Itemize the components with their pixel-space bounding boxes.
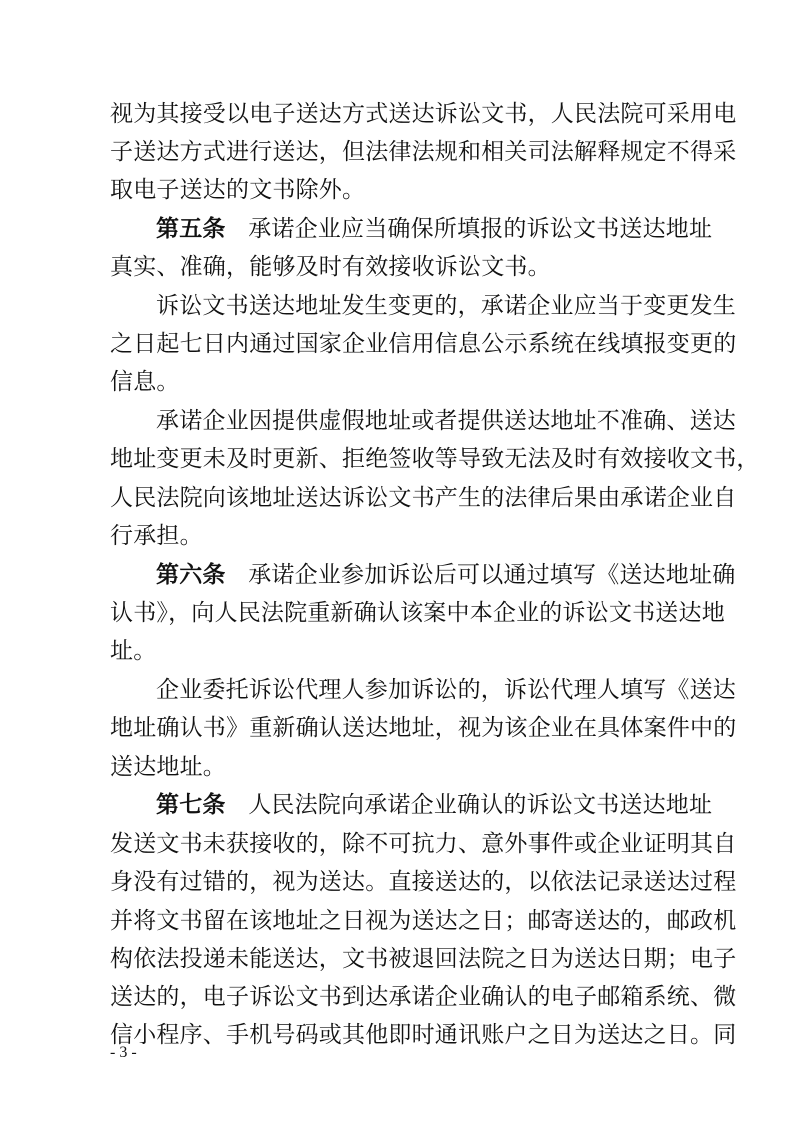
line-text: 信息。 [110, 369, 180, 395]
line-text: 之日起七日内通过国家企业信用信息公示系统在线填报变更的 [110, 331, 737, 357]
line-text: 送达的，电子诉讼文书到达承诺企业确认的电子邮箱系统、微 [110, 984, 737, 1010]
text-line [0, 982, 793, 1012]
text-line [0, 444, 793, 474]
line-text: 真实、准确，能够及时有效接收诉讼文书。 [110, 254, 551, 280]
line-text: 行承担。 [110, 523, 203, 549]
line-text: 发送文书未获接收的，除不可抗力、意外事件或企业证明其自 [110, 831, 737, 857]
line-text: 视为其接受以电子送达方式送达诉讼文书，人民法院可采用电 [110, 101, 737, 127]
text-line [0, 329, 793, 359]
text-line [0, 406, 793, 436]
line-text: 并将文书留在该地址之日视为送达之日；邮寄送达的，邮政机 [110, 908, 737, 934]
text-line [0, 521, 793, 551]
text-line [0, 675, 793, 705]
text-line [0, 252, 793, 282]
line-text: 诉讼文书送达地址发生变更的，承诺企业应当于变更发生 [156, 293, 736, 319]
article-6-heading-line [0, 560, 793, 590]
line-text: 子送达方式进行送达，但法律法规和相关司法解释规定不得采 [110, 139, 737, 165]
line-text: 地址变更未及时更新、拒绝签收等导致无法及时有效接收文书， [110, 446, 760, 472]
line-text: 承诺企业参加诉讼后可以通过填写《送达地址确 [225, 562, 736, 588]
line-text: 身没有过错的，视为送达。直接送达的，以依法记录送达过程 [110, 869, 737, 895]
line-text: 构依法投递未能送达，文书被退回法院之日为送达日期；电子 [110, 946, 737, 972]
text-line [0, 867, 793, 897]
text-line [0, 713, 793, 743]
line-text: 承诺企业因提供虚假地址或者提供送达地址不准确、送达 [156, 408, 736, 434]
text-line [0, 99, 793, 129]
line-text: 人民法院向该地址送达诉讼文书产生的法律后果由承诺企业自 [110, 485, 737, 511]
text-line [0, 175, 793, 205]
page-number: - 3 - [110, 1044, 137, 1061]
text-line [0, 598, 793, 628]
line-text: 人民法院向承诺企业确认的诉讼文书送达地址 [225, 792, 713, 818]
text-line [0, 291, 793, 321]
line-text: 认书》，向人民法院重新确认该案中本企业的诉讼文书送达地 [110, 600, 725, 626]
line-text: 企业委托诉讼代理人参加诉讼的，诉讼代理人填写《送达 [156, 677, 736, 703]
article-7-label: 第七条 [156, 791, 226, 818]
article-5-heading-line [0, 214, 793, 244]
text-line [0, 906, 793, 936]
article-7-heading-line [0, 790, 793, 820]
line-text: 送达地址。 [110, 754, 226, 780]
line-text: 取电子送达的文书除外。 [110, 177, 366, 203]
line-text: 承诺企业应当确保所填报的诉讼文书送达地址 [225, 216, 713, 242]
text-line [0, 137, 793, 167]
article-5-label: 第五条 [156, 215, 226, 242]
line-text: 信小程序、手机号码或其他即时通讯账户之日为送达之日。同 [110, 1022, 737, 1048]
text-line [0, 636, 793, 666]
article-6-label: 第六条 [156, 561, 226, 588]
line-text: 址。 [110, 638, 157, 664]
text-line [0, 944, 793, 974]
line-text: 地址确认书》重新确认送达地址，视为该企业在具体案件中的 [110, 715, 737, 741]
text-line [0, 829, 793, 859]
text-line [0, 483, 793, 513]
text-line [0, 367, 793, 397]
text-line [0, 752, 793, 782]
